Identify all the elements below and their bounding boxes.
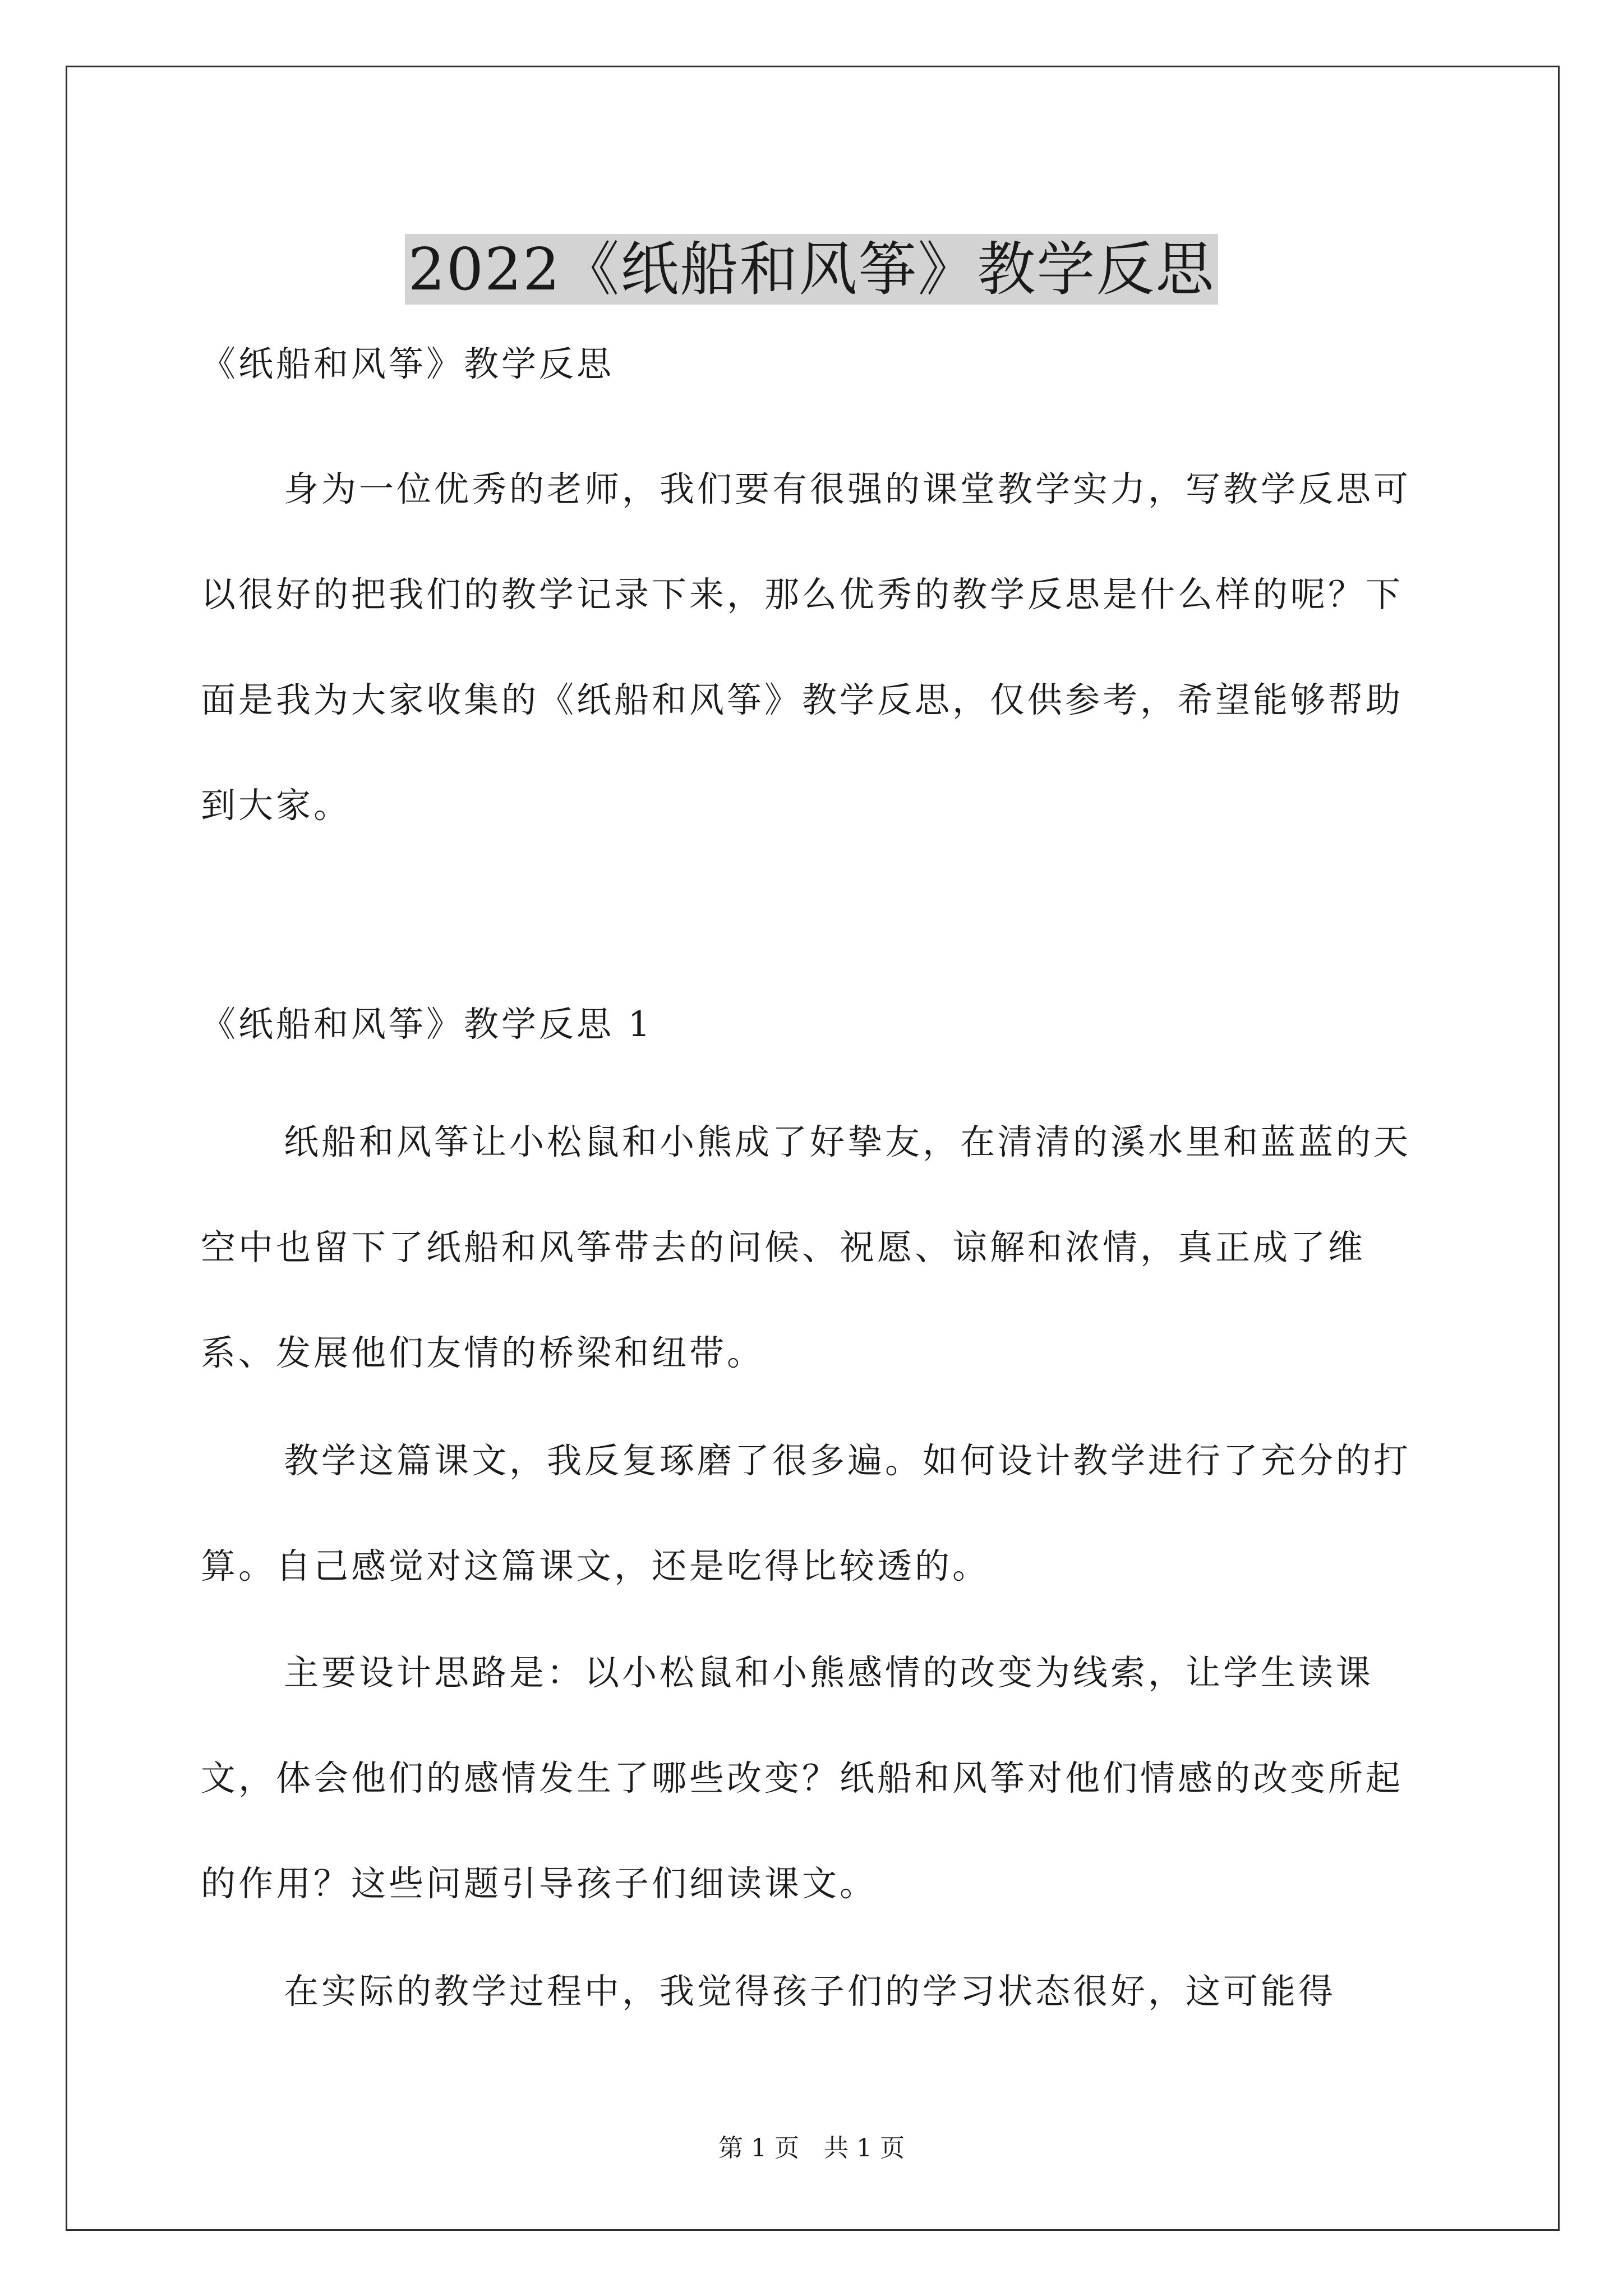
document-title-text: 2022《纸船和风筝》教学反思 bbox=[405, 234, 1219, 305]
intro-paragraph: 身为一位优秀的老师，我们要有很强的课堂教学实力，写教学反思可以很好的把我们的教学记录下来，那么优秀的教学反思是什么样的呢？下面是我为大家收集的《纸船和风筝》教学反思，仅供参考，希望能够帮助到大家。 bbox=[201, 468, 1412, 826]
page-number-footer: 第 1 页 共 1 页 bbox=[718, 2134, 905, 2162]
body-paragraph: 在实际的教学过程中，我觉得孩子们的学习状态很好，这可能得 bbox=[284, 1971, 1336, 2012]
section-heading: 《纸船和风筝》教学反思 1 bbox=[201, 1004, 653, 1045]
body-paragraph: 教学这篇课文，我反复琢磨了很多遍。如何设计教学进行了充分的打算。自己感觉对这篇课文，还是吃得比较透的。 bbox=[201, 1440, 1412, 1586]
document-title bbox=[0, 230, 1623, 309]
body-paragraph: 主要设计思路是：以小松鼠和小熊感情的改变为线索，让学生读课文，体会他们的感情发生了哪些改变？纸船和风筝对他们情感的改变所起的作用？这些问题引导孩子们细读课文。 bbox=[201, 1652, 1404, 1904]
document-heading: 《纸船和风筝》教学反思 bbox=[201, 343, 615, 384]
body-paragraph: 纸船和风筝让小松鼠和小熊成了好挚友，在清清的溪水里和蓝蓝的天空中也留下了纸船和风筝带去的问候、祝愿、谅解和浓情，真正成了维系、发展他们友情的桥梁和纽带。 bbox=[201, 1121, 1412, 1373]
